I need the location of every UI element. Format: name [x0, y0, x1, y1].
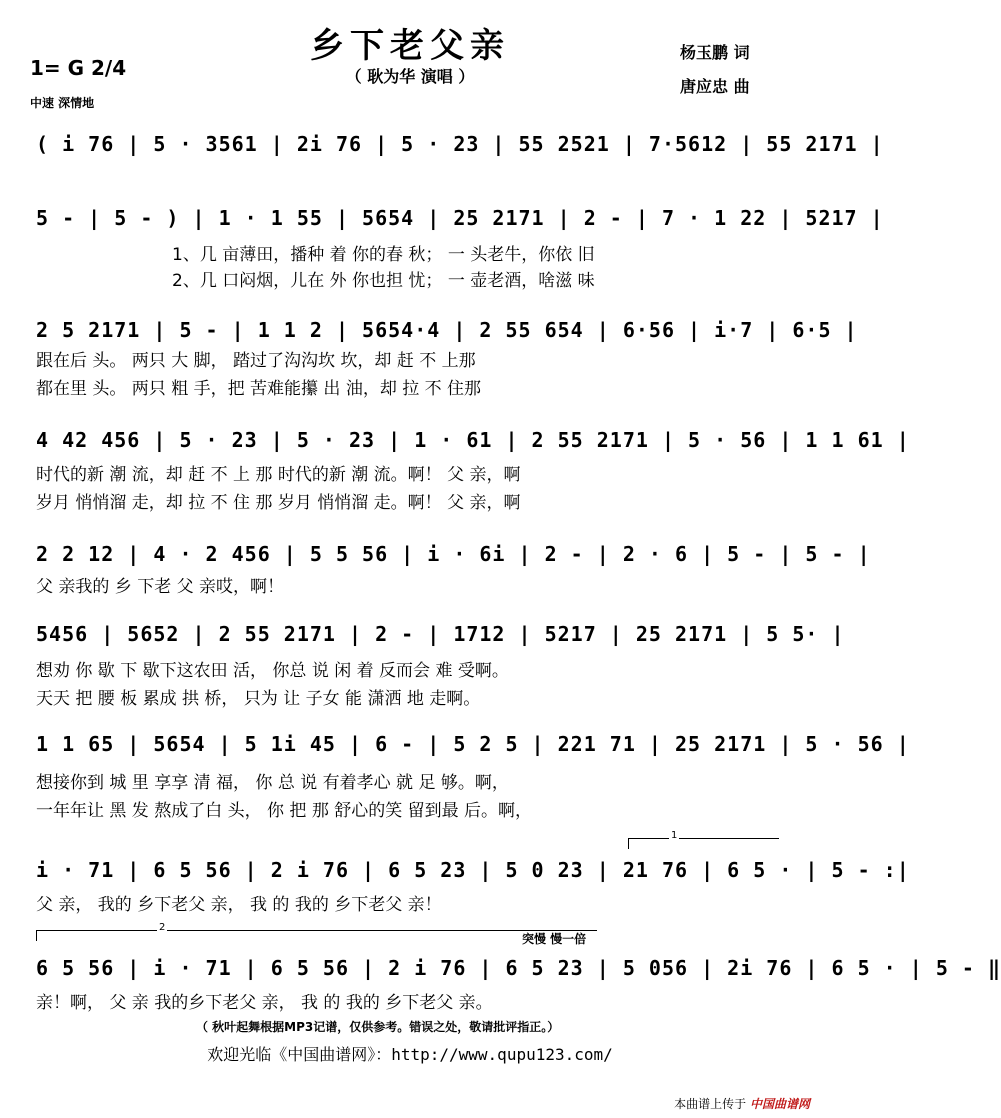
lyrics-row-3-verse-2: 都在里 头。 两只 粗 手，把 苦难能攥 出 油，却 拉 不 住那: [36, 379, 482, 399]
lyrics-row-5: 父 亲我的 乡 下老 父 亲哎，啊！: [36, 577, 285, 597]
score-row-7: 1 1 65 | 5654 | 5 1i 45 | 6 - | 5 2 5 | 221 71 | 25 2171 | 5 · 56 |: [36, 732, 910, 756]
lyrics-row-4-verse-1: 时代的新 潮 流，却 赶 不 上 那 时代的新 潮 流。啊！ 父 亲，啊: [36, 465, 521, 485]
site-footer: 欢迎光临《中国曲谱网》：http://www.qupu123.com/: [207, 1045, 613, 1064]
volta-bracket-2: 2: [36, 930, 597, 941]
lyrics-row-2-verse-1: 1、几 亩薄田，播种 着 你的春 秋； 一 头老牛，你依 旧: [172, 245, 595, 265]
lyrics-row-2-verse-2: 2、几 口闷烟，儿在 外 你也担 忧； 一 壶老酒，啥滋 味: [172, 271, 595, 291]
score-row-5: 2 2 12 | 4 · 2 456 | 5 5 56 | i · 6i | 2 - | 2 · 6 | 5 - | 5 - |: [36, 542, 871, 566]
performer-credit: （ 耿为华 演唱 ）: [345, 67, 475, 86]
volta-bracket-1: 1: [628, 838, 779, 849]
lyricist-credit: 杨玉鹏 词: [680, 43, 750, 62]
page-title: 乡下老父亲: [310, 26, 510, 66]
lyrics-row-9: 亲！啊， 父 亲 我的乡下老父 亲， 我 的 我的 乡下老父 亲。: [36, 993, 493, 1013]
tempo-marking: 中速 深情地: [30, 96, 95, 110]
score-row-1: ( i 76 | 5 · 3561 | 2i 76 | 5 · 23 | 55 2521 | 7·5612 | 55 2171 |: [36, 132, 884, 156]
lyrics-row-6-verse-2: 天天 把 腰 板 累成 拱 桥， 只为 让 子女 能 潇洒 地 走啊。: [36, 689, 481, 709]
lyrics-row-7-verse-1: 想接你到 城 里 享享 清 福， 你 总 说 有着孝心 就 足 够。啊，: [36, 773, 509, 793]
lyrics-row-6-verse-1: 想劝 你 歇 下 歇下这农田 活， 你总 说 闲 着 反而会 难 受啊。: [36, 661, 509, 681]
key-signature: 1= G 2/4: [30, 56, 127, 80]
upload-credit: [674, 1095, 810, 1112]
transcriber-note: （ 秋叶起舞根据MP3记谱，仅供参考。错误之处，敬请批评指正。）: [196, 1020, 560, 1034]
upload-label: 本曲谱上传于: [674, 1097, 747, 1111]
score-row-3: 2 5 2171 | 5 - | 1 1 2 | 5654·4 | 2 55 654 | 6·56 | i·7 | 6·5 |: [36, 318, 858, 342]
composer-credit: 唐应忠 曲: [680, 77, 750, 96]
score-row-6: 5456 | 5652 | 2 55 2171 | 2 - | 1712 | 5217 | 25 2171 | 5 5· |: [36, 622, 845, 646]
tempo-change-marking: 突慢 慢一倍: [522, 932, 587, 946]
lyrics-row-4-verse-2: 岁月 悄悄溜 走，却 拉 不 住 那 岁月 悄悄溜 走。啊！ 父 亲，啊: [36, 493, 521, 513]
score-row-4: 4 42 456 | 5 · 23 | 5 · 23 | 1 · 61 | 2 55 2171 | 5 · 56 | 1 1 61 |: [36, 428, 910, 452]
lyrics-row-8: 父 亲， 我的 乡下老父 亲， 我 的 我的 乡下老父 亲！: [36, 895, 442, 915]
lyrics-row-7-verse-2: 一年年让 黑 发 熬成了白 头， 你 把 那 舒心的笑 留到最 后。啊，: [36, 801, 533, 821]
site-logo: 中国曲谱网: [749, 1097, 810, 1111]
score-row-8: i · 71 | 6 5 56 | 2 i 76 | 6 5 23 | 5 0 23 | 21 76 | 6 5 · | 5 - :|: [36, 858, 910, 882]
score-row-2: 5 - | 5 - ) | 1 · 1 55 | 5654 | 25 2171 | 2 - | 7 · 1 22 | 5217 |: [36, 206, 884, 230]
lyrics-row-3-verse-1: 跟在后 头。 两只 大 脚， 踏过了沟沟坎 坎，却 赶 不 上那: [36, 351, 476, 371]
score-row-9: 6 5 56 | i · 71 | 6 5 56 | 2 i 76 | 6 5 23 | 5 056 | 2i 76 | 6 5 · | 5 - ‖: [36, 956, 1001, 980]
